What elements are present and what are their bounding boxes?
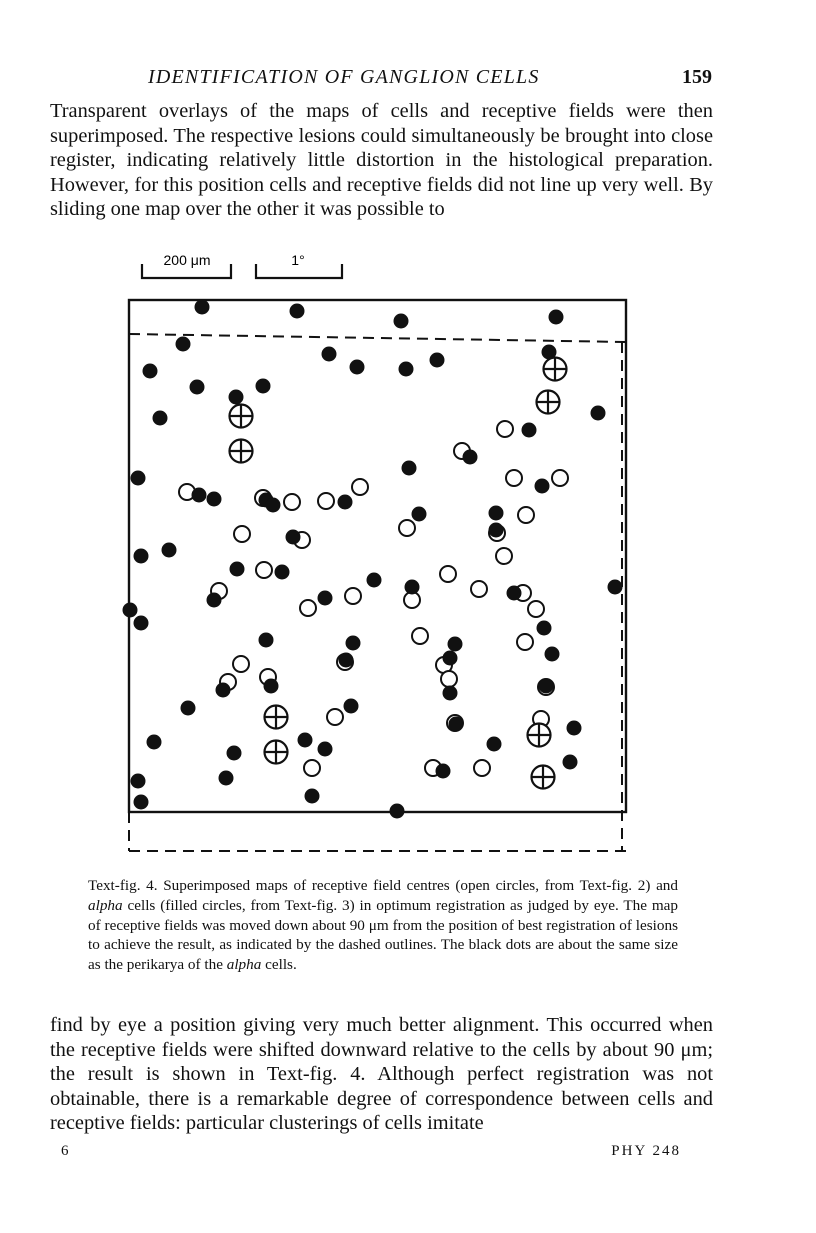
alpha-cell-filled-circle xyxy=(443,686,458,701)
alpha-cell-filled-circle xyxy=(153,411,168,426)
alpha-cell-filled-circle xyxy=(147,735,162,750)
alpha-cell-filled-circle xyxy=(290,304,305,319)
alpha-cell-filled-circle xyxy=(563,755,578,770)
signature-number: 6 xyxy=(61,1143,69,1159)
alpha-cell-filled-circle xyxy=(430,353,445,368)
alpha-cell-filled-circle xyxy=(338,495,353,510)
alpha-cell-filled-circle xyxy=(394,314,409,329)
receptive-field-open-circle xyxy=(256,562,272,578)
receptive-field-open-circle xyxy=(233,656,249,672)
receptive-field-open-circle xyxy=(399,520,415,536)
receptive-field-open-circle xyxy=(234,526,250,542)
alpha-cell-filled-circle xyxy=(264,679,279,694)
alpha-cell-filled-circle xyxy=(350,360,365,375)
lesion-crossed-circle xyxy=(230,440,253,463)
alpha-cell-filled-circle xyxy=(367,573,382,588)
receptive-field-open-circle xyxy=(352,479,368,495)
paragraph-bottom: find by eye a position giving very much better alignment. This occurred when the receptive fields were shifted downward relative to the cells by about 90 μm; the result is shown in Text-fig. 4. Although perfect registration was not obtainable, there is a remarkable degree of correspondence between cells and receptive fields: particular clusterings of cells imitate xyxy=(50,1014,713,1135)
alpha-cell-filled-circle xyxy=(123,603,138,618)
receptive-field-open-circle xyxy=(304,760,320,776)
lesion-crossed-circle xyxy=(265,741,288,764)
receptive-field-open-circle xyxy=(517,634,533,650)
alpha-cell-filled-circle xyxy=(134,616,149,631)
receptive-field-open-circle xyxy=(440,566,456,582)
alpha-cell-filled-circle xyxy=(522,423,537,438)
caption-part-2: cells (filled circles, from Text-fig. 3) in optimum registration as judged by eye. The map of receptive fields was moved down about 90 μm from the position of best registration of lesions to achieve the result, as indicated by the dashed outlines. The black dots are about the same size as the perikarya of the xyxy=(88,896,678,974)
receptive-field-open-circle xyxy=(518,507,534,523)
caption-part-1: Text-fig. 4. Superimposed maps of receptive field centres (open circles, from Text-fig. 2) and xyxy=(88,877,678,894)
alpha-cell-filled-circle xyxy=(275,565,290,580)
caption-em-alpha-2: alpha xyxy=(226,956,262,974)
alpha-cell-filled-circle xyxy=(344,699,359,714)
alpha-cell-filled-circle xyxy=(489,523,504,538)
alpha-cell-filled-circle xyxy=(537,621,552,636)
alpha-cell-filled-circle xyxy=(131,471,146,486)
receptive-field-open-circle xyxy=(506,470,522,486)
lesion-crossed-circle xyxy=(537,391,560,414)
alpha-cell-filled-circle xyxy=(318,591,333,606)
alpha-cell-filled-circle xyxy=(134,549,149,564)
alpha-cell-filled-circle xyxy=(256,379,271,394)
page-number: 159 xyxy=(682,66,712,88)
alpha-cell-filled-circle xyxy=(227,746,242,761)
alpha-cell-filled-circle xyxy=(192,488,207,503)
scale-bar-200um xyxy=(142,252,231,278)
journal-signature: PHY 248 xyxy=(611,1143,681,1159)
alpha-cell-filled-circle xyxy=(195,300,210,315)
alpha-cell-filled-circle xyxy=(176,337,191,352)
alpha-cell-filled-circle xyxy=(346,636,361,651)
alpha-cell-filled-circle xyxy=(207,593,222,608)
page-footer xyxy=(61,1143,681,1165)
alpha-cell-filled-circle xyxy=(181,701,196,716)
alpha-cell-filled-circle xyxy=(318,742,333,757)
alpha-cell-filled-circle xyxy=(507,586,522,601)
alpha-cell-filled-circle xyxy=(322,347,337,362)
receptive-field-open-circle xyxy=(318,493,334,509)
alpha-cell-filled-circle xyxy=(162,543,177,558)
alpha-cell-filled-circle xyxy=(143,364,158,379)
alpha-cell-filled-circle xyxy=(591,406,606,421)
alpha-cell-filled-circle xyxy=(463,450,478,465)
alpha-cell-filled-circle xyxy=(448,637,463,652)
alpha-cell-filled-circle xyxy=(567,721,582,736)
caption-em-alpha-1: alpha xyxy=(88,896,123,914)
alpha-cell-filled-circle xyxy=(207,492,222,507)
receptive-field-open-circle xyxy=(471,581,487,597)
alpha-cell-filled-circle xyxy=(487,737,502,752)
alpha-cell-filled-circle xyxy=(230,562,245,577)
alpha-cell-filled-circle xyxy=(219,771,234,786)
alpha-cell-filled-circle xyxy=(539,679,554,694)
receptive-field-open-circle xyxy=(528,601,544,617)
alpha-cell-filled-circle xyxy=(134,795,149,810)
running-title: IDENTIFICATION OF GANGLION CELLS xyxy=(148,66,540,88)
paragraph-top: Transparent overlays of the maps of cells and receptive fields were then superimposed. The respective lesions could simultaneously be brought into close register, indicating relatively little distortion in the histological preparation. However, for this position cells and receptive fields did not line up very well. By sliding one map over the other it was possible to xyxy=(50,100,713,221)
alpha-cell-filled-circle xyxy=(266,498,281,513)
alpha-cell-filled-circle xyxy=(229,390,244,405)
receptive-field-open-circle xyxy=(552,470,568,486)
alpha-cell-filled-circle xyxy=(443,651,458,666)
lesion-crossed-circle xyxy=(544,358,567,381)
alpha-cell-filled-circle xyxy=(390,804,405,819)
receptive-field-open-circle xyxy=(412,628,428,644)
scale-bar-1deg-label: 1° xyxy=(291,252,305,268)
scale-bar-1deg xyxy=(256,252,342,278)
receptive-field-open-circle xyxy=(496,548,512,564)
receptive-field-open-circle xyxy=(300,600,316,616)
alpha-cell-filled-circle xyxy=(412,507,427,522)
alpha-cell-filled-circle xyxy=(305,789,320,804)
alpha-cell-filled-circle xyxy=(545,647,560,662)
alpha-cell-filled-circle xyxy=(298,733,313,748)
receptive-field-open-circle xyxy=(441,671,457,687)
lesion-crossed-circle xyxy=(532,766,555,789)
lesion-crossed-circle xyxy=(230,405,253,428)
figure-caption xyxy=(88,876,678,975)
lesion-crossed-circle xyxy=(528,724,551,747)
alpha-cell-filled-circle xyxy=(449,717,464,732)
alpha-cell-filled-circle xyxy=(608,580,623,595)
alpha-cell-filled-circle xyxy=(190,380,205,395)
receptive-field-open-circle xyxy=(284,494,300,510)
receptive-field-open-circle xyxy=(497,421,513,437)
receptive-field-open-circle xyxy=(474,760,490,776)
receptive-field-open-circle xyxy=(327,709,343,725)
alpha-cell-filled-circle xyxy=(436,764,451,779)
scale-bar-200um-label: 200 μm xyxy=(163,252,211,268)
receptive-field-open-circle xyxy=(345,588,361,604)
alpha-cell-filled-circle xyxy=(216,683,231,698)
alpha-cell-filled-circle xyxy=(549,310,564,325)
alpha-cell-filled-circle xyxy=(131,774,146,789)
lesion-crossed-circle xyxy=(265,706,288,729)
alpha-cell-filled-circle xyxy=(339,653,354,668)
caption-part-3: cells. xyxy=(261,956,297,974)
alpha-cell-filled-circle xyxy=(286,530,301,545)
alpha-cell-filled-circle xyxy=(259,633,274,648)
alpha-cell-filled-circle xyxy=(489,506,504,521)
alpha-cell-filled-circle xyxy=(399,362,414,377)
alpha-cell-filled-circle xyxy=(402,461,417,476)
alpha-cell-filled-circle xyxy=(405,580,420,595)
alpha-cell-filled-circle xyxy=(535,479,550,494)
